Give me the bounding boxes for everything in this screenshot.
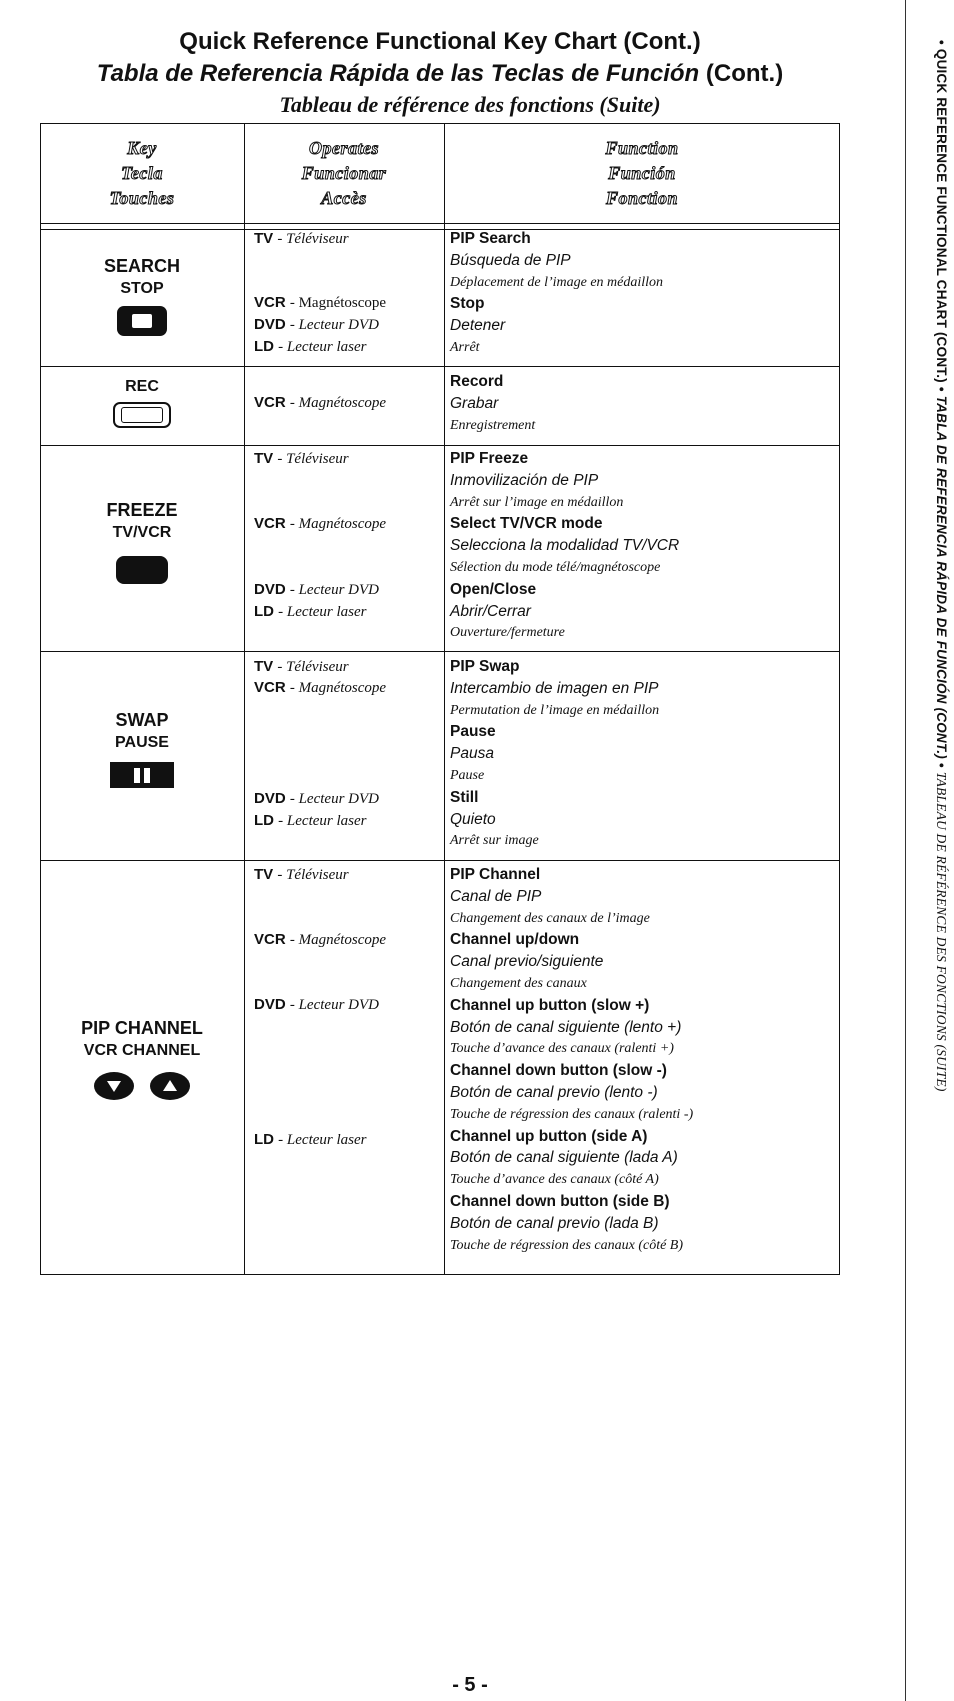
side-text-french: TABLEAU DE RÉFÉRENCE DES FONCTIONS (SUITE) [934,771,949,1092]
key-freeze [40,498,244,584]
fn-freeze: PIP Freeze Inmovilización de PIP Arrêt sur l’image en médaillon Select TV/VCR mode Selecciona la modalidad TV/VCR Sélection du mode télé/magnétoscope Open/Close Abrir/Cerrar Ouverture/fermeture [450,450,680,641]
op-pip-tv: TV - Téléviseur [254,866,349,883]
op-swap-tv: TV - Téléviseur [254,658,349,675]
page-number: - 5 - [452,1674,488,1696]
channel-up-button-icon [150,1072,190,1100]
side-bullet-2: • [934,386,949,392]
header-key [40,136,244,211]
channel-down-button-icon [94,1072,134,1100]
header-function [444,136,840,211]
key-swap [40,708,244,788]
op-freeze-tv: TV - Téléviseur [254,450,349,467]
op-search-vcr: VCR - Magnétoscope [254,294,387,311]
header-divider-a [40,223,840,224]
op-search-dvd: DVD - Lecteur DVD [254,316,379,333]
header-function-fr: Fonction [605,188,679,208]
right-margin-rule [905,0,906,1701]
fn-search: PIP Search Búsqueda de PIP Déplacement de l’image en médaillon Stop Detener Arrêt [450,230,664,355]
record-button-icon [113,402,171,428]
key-rec-name: REC [125,378,159,395]
pause-button-icon [110,762,174,788]
key-search-sub: STOP [120,280,164,297]
op-pip-vcr: VCR - Magnétoscope [254,931,387,948]
stop-button-icon [117,306,167,336]
op-swap-vcr: VCR - Magnétoscope [254,679,387,696]
title-english: Quick Reference Functional Key Chart (Cont.) [179,28,701,55]
title-spanish-main: Tabla de Referencia Rápida de las Teclas de Función [96,60,700,87]
header-operates-fr: Accès [321,188,367,208]
key-pip-channel-name: PIP CHANNEL [81,1018,203,1038]
key-swap-sub: PAUSE [115,734,169,751]
header-key-fr: Touches [109,188,175,208]
key-pip-channel [40,1016,244,1100]
op-freeze-vcr: VCR - Magnétoscope [254,515,387,532]
key-pip-channel-sub: VCR CHANNEL [83,1042,201,1059]
side-running-header [933,40,949,1092]
key-rec [40,376,244,428]
op-rec-vcr: VCR - Magnétoscope [254,394,387,411]
header-function-es: Función [608,163,676,183]
row-divider-2 [40,445,840,446]
column-divider-1 [244,123,245,1275]
op-swap-ld: LD - Lecteur laser [254,812,367,829]
side-text-spanish: TABLA DE REFERENCIA RÁPIDA DE FUNCIÓN (CONT.) [934,395,949,759]
key-search-name: SEARCH [103,256,180,276]
key-search [40,254,244,336]
key-freeze-sub: TV/VCR [112,524,172,541]
header-operates-en: Operates [309,138,379,158]
column-divider-2 [444,123,445,1275]
channel-buttons [40,1072,244,1100]
op-search-tv: TV - Téléviseur [254,230,349,247]
fn-swap: PIP Swap Intercambio de imagen en PIP Permutation de l’image en médaillon Pause Pausa Pause Still Quieto Arrêt sur image [450,658,660,849]
row-divider-4 [40,860,840,861]
header-operates [244,136,444,211]
row-divider-1 [40,366,840,367]
header-function-en: Function [605,138,679,158]
header-operates-es: Funcionar [301,163,387,183]
header-key-es: Tecla [121,163,163,183]
fn-pip-channel: PIP Channel Canal de PIP Changement des canaux de l’image Channel up/down Canal previo/siguiente Changement des canaux Channel up button (slow +) Botón de canal siguiente (lento +) Touche d’avance des canaux (ralenti +) Channel down button (slow -) Botón de canal previo (lento -) Touche de régression des canaux (ralenti -) Channel up button (side A) Botón de canal siguiente (lada A) Touche d’avance des canaux (côté A) Channel down button (side B) Botón de canal previo (lada B) Touche de régression des canaux (côté B) [450,866,694,1253]
op-pip-dvd: DVD - Lecteur DVD [254,996,379,1013]
fn-rec: Record Grabar Enregistrement [450,373,536,433]
title-spanish-suffix: (Cont.) [705,60,784,87]
side-bullet-1: • [934,40,949,45]
op-search-ld: LD - Lecteur laser [254,338,367,355]
op-freeze-ld: LD - Lecteur laser [254,603,367,620]
key-freeze-name: FREEZE [106,500,178,520]
freeze-button-icon [116,556,168,584]
side-bullet-3: • [934,762,949,768]
key-swap-name: SWAP [115,710,169,730]
header-key-en: Key [127,138,157,158]
op-freeze-dvd: DVD - Lecteur DVD [254,581,379,598]
op-swap-dvd: DVD - Lecteur DVD [254,790,379,807]
side-text-english: QUICK REFERENCE FUNCTIONAL CHART (CONT.) [934,48,949,383]
title-french: Tableau de référence des fonctions (Suite) [279,92,661,117]
op-pip-ld: LD - Lecteur laser [254,1131,367,1148]
title-spanish [40,60,840,88]
row-divider-3 [40,651,840,652]
